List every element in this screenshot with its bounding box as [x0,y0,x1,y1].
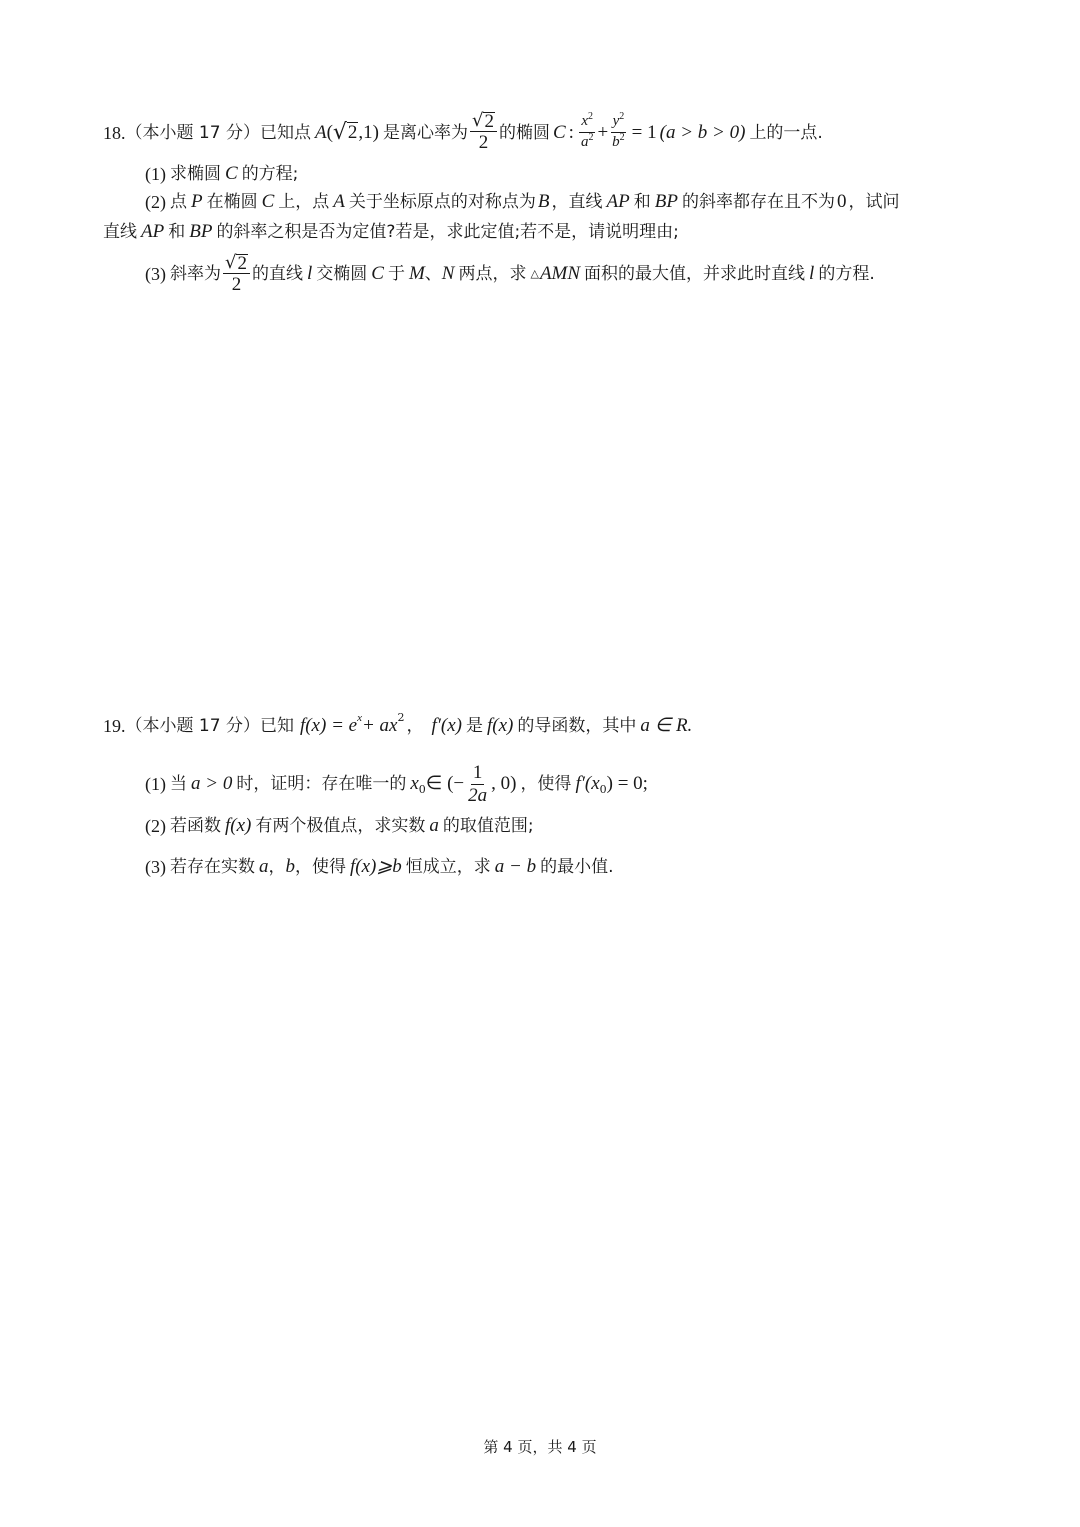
q18-part3-l2: l [809,263,815,284]
q18-part2-A: A [333,191,345,212]
q18-part2-line2-text-b: 和 [168,222,186,242]
q18-part3-l: l [306,263,313,284]
q19-stem: 19. （本小题 17 分） 已知 f(x) = e x + ax 2 ， f′(x) 是 f(x) 的导函数，其中 a ∈ R. [103,712,692,740]
q18-eccentricity-frac: √ 2 2 [470,112,497,153]
q18-part2-text-f: 和 [633,192,651,212]
q18-part2-text-b: 在椭圆 [206,192,258,212]
q19-fx: f(x) [487,715,514,736]
q18-part2-line2-BP: BP [189,221,213,242]
q18-part2-text-a: 点 [170,192,187,212]
q18-part2-zero: 0 [836,191,847,212]
q18-part1-text: 求椭圆 [170,164,221,184]
q19-part2-a: a [429,815,439,836]
q19-part1-text-c: ，使得 [520,774,572,794]
q19-part2-text-b: 有两个极值点，求实数 [255,816,426,836]
q18-part3-text-d: 于 [387,264,405,284]
q18-part1 [145,160,298,188]
q18-points: （本小题 17 分） [125,122,260,143]
q19-part1-cond: a > 0 [191,773,233,794]
q19-part1: (1) 当 a > 0 时，证明：存在唯一的 x 0 ∈ (− $\frac{1}{2a}$ , 0) ，使得 f′(x 0 ) = 0; [145,760,648,808]
q19-fprime: f′(x) [431,715,463,736]
q19-number: 19. [103,716,126,736]
q18-sqrt-content: 2 [347,122,358,143]
q18-part2-text-d: 关于坐标原点的对称点为 [348,192,536,212]
q19-part1-x0: x [410,773,419,794]
q19-part3-label: (3) [145,857,166,877]
q19-part3-text-b: ，使得 [295,857,346,877]
q19-part1-in: ∈ (− [425,773,465,794]
q18-part3-text-g: 的方程. [818,264,875,284]
q18-stem-text: 已知点 [259,122,311,143]
q18-part3-text-c: 交椭圆 [316,264,368,284]
q18-part3-label: (3) [145,264,166,284]
q18-ellipse-y-term: $\frac{y^2}{b^2}$ [612,111,625,150]
q18-part3-M: M [408,263,425,284]
q19-a-in-R: a ∈ R. [640,715,693,736]
q19-part1-frac [466,763,489,806]
q19-part3 [145,853,614,881]
q18-part3 [145,250,875,298]
q18-part1-label: (1) [145,164,166,184]
q18-ellipse-x-term: $\frac{x^2}{a^2}$ [580,111,594,150]
q18-part3-slope-frac: √ 2 2 [223,254,250,295]
q18-part2-line2-text-c: 的斜率之积是否为定值?若是，求此定值;若不是，请说明理由; [216,222,679,242]
q19-part2 [145,812,534,840]
q19-stem-known: 已知 [259,716,294,736]
q19-part3-a-minus-b: a − b [494,856,537,877]
q18-ellipse-C: C [552,121,566,143]
q18-part3-sep: 、 [424,264,442,284]
q18-part2-B: B [537,191,550,212]
q19-part3-ineq: f(x)⩾b [350,856,402,877]
q19-part1-label: (1) [145,774,166,794]
q18-part3-C: C [371,263,384,284]
q18-part3-text-e: 两点，求 [458,264,527,284]
q19-part1-eq-tail: ) = 0; [606,773,648,794]
q19-part2-label: (2) [145,816,166,836]
q19-part3-text-d: 的最小值. [540,857,614,877]
q19-part1-text-b: 时，证明：存在唯一的 [236,774,407,794]
q19-part3-text-a: 若存在实数 [170,857,255,877]
q18-ellipse-text: 的椭圆 [498,122,550,143]
triangle-icon: △ [530,267,539,280]
q19-part3-a: a [259,856,269,877]
q19-stem-deriv: 的导函数，其中 [517,716,637,736]
q18-part2-line2-AP: AP [141,221,165,242]
q18-part3-text-b: 的直线 [251,264,303,284]
q18-condition: (a > b > 0) [659,121,746,143]
q19-part1-frac-den: 2a [468,784,488,806]
q18-point-a: A [314,121,327,143]
q18-stem: 18. （本小题 17 分） 已知点 A ( √ 2 ,1) 是离心率为 √ 2 2 的椭圆 C : $\frac{x^2}{a^2}$ + $\frac{y^2}{b^2}$ = 1 (a > b > 0) 上的一点. [103,110,823,153]
q19-part1-text-a: 当 [170,774,187,794]
q18-part2-C: C [261,191,275,212]
q18-sqrt: √ 2 [332,119,358,145]
q18-part1-tail: 的方程; [241,164,299,184]
q19-part1-frac-num: 1 [472,761,483,783]
q19-part3-text-c: 恒成立，求 [405,857,491,877]
q19-part2-fx: f(x) [225,815,252,836]
q19-points: （本小题 17 分） [125,716,260,736]
q18-number: 18. [103,122,126,143]
q18-part2-text-g: 的斜率都存在且不为 [681,192,835,212]
q18-part3-text-a: 斜率为 [170,264,221,284]
q19-part1-close: , 0) [491,773,517,794]
q19-stem-is: 是 [466,716,484,736]
q18-part2-line2-text-a: 直线 [103,222,137,242]
q19-part3-comma: ， [268,857,286,877]
q18-part2-line2 [103,218,679,246]
q19-part2-text-c: 的取值范围; [442,816,534,836]
q18-part3-text-f: 面积的最大值，并求此时直线 [584,264,806,284]
q18-part2-text-h: ，试问 [848,192,900,212]
q18-part3-AMN: AMN [539,263,581,284]
q18-part2 [145,188,899,216]
q18-part2-label: (2) [145,192,166,212]
q19-part3-b: b [285,856,295,877]
q18-part2-P: P [191,191,203,212]
q19-part2-text-a: 若函数 [170,816,221,836]
q18-part1-C: C [225,163,238,184]
q19-part1-eq: f′(x [575,773,600,794]
q18-frac-den: 2 [478,132,489,153]
q18-part2-AP: AP [606,191,630,212]
page-footer: 第 4 页，共 4 页 [483,1438,597,1456]
q18-point-y: ,1) [358,121,379,143]
q18-part2-BP: BP [654,191,678,212]
q18-eccentricity-text: 是离心率为 [383,122,468,143]
q19-function: f(x) = e [299,715,358,736]
q19-function-plus: + ax [361,715,398,736]
q18-part3-N: N [441,263,455,284]
q18-stem-tail: 上的一点. [749,122,823,143]
q18-part2-text-c: 上，点 [278,192,330,212]
q18-part2-text-e: ，直线 [551,192,603,212]
